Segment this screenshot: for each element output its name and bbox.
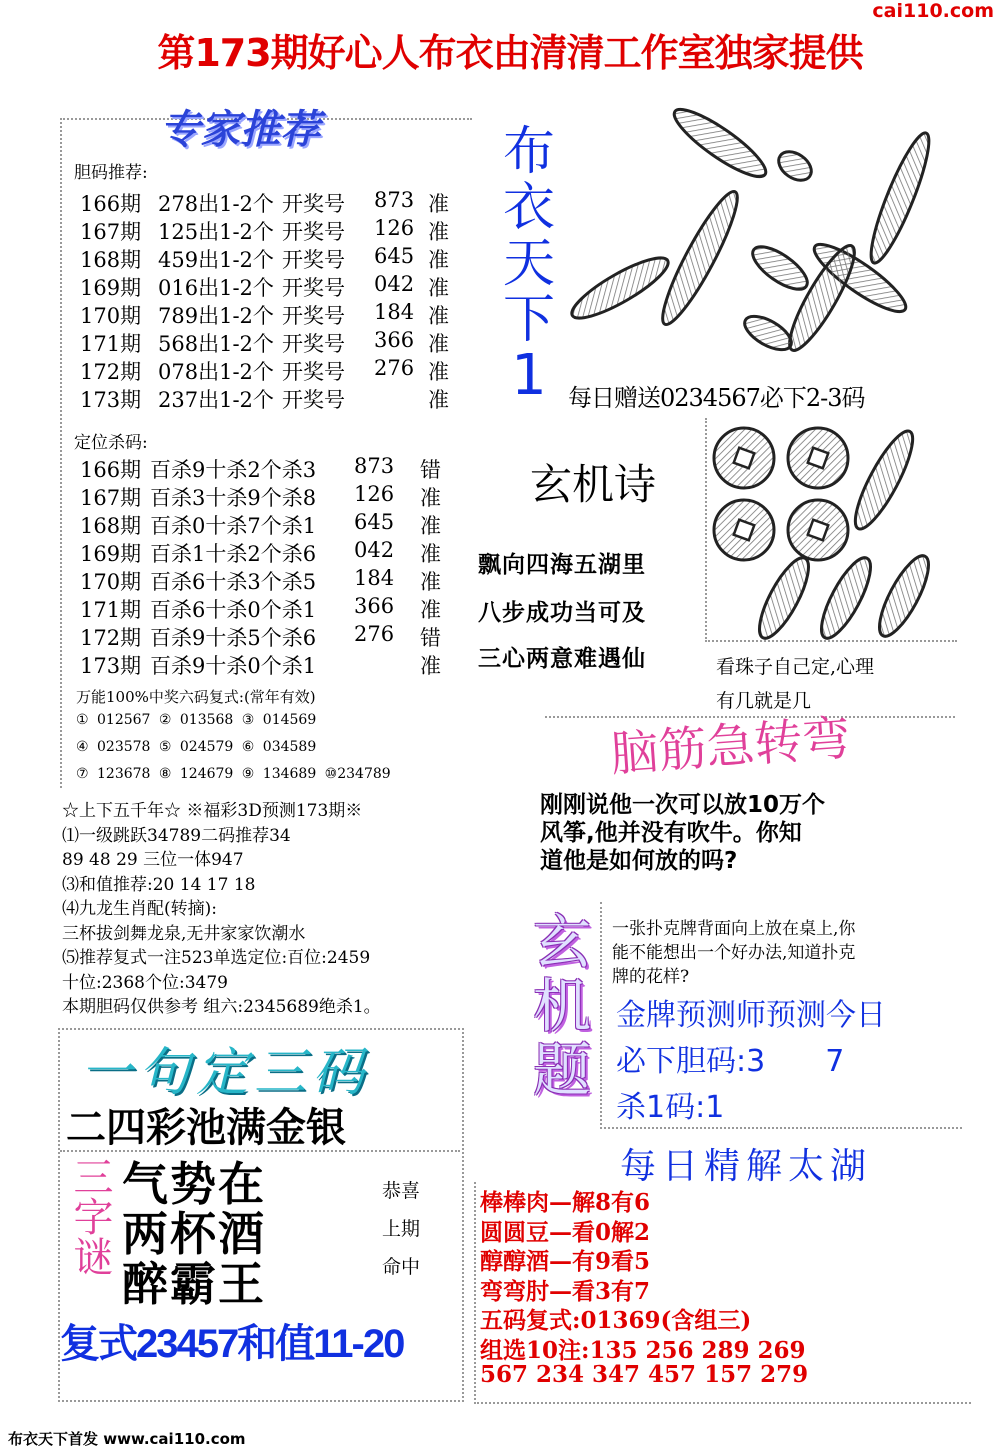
kill-pick: 百杀0十杀7个杀1 — [150, 514, 317, 538]
dan-label: 开奖号 — [282, 304, 345, 328]
dan-mark: 准 — [428, 248, 449, 272]
kill-pick: 百杀9十杀0个杀1 — [150, 654, 317, 678]
kill-result: 184 — [354, 566, 395, 590]
kill-period: 171期 — [80, 598, 142, 622]
kill-label: 定位杀码: — [74, 433, 148, 453]
xuanji-text-1: 一张扑克牌背面向上放在桌上,你 — [612, 919, 856, 939]
dan-pick: 016出1-2个 — [158, 276, 274, 300]
six-row: ① 012567 ② 013568 ③ 014569 — [76, 712, 317, 728]
dan-pick: 125出1-2个 — [158, 220, 274, 244]
gold-title: 金牌预测师预测今日 — [616, 998, 886, 1033]
dan-pick: 789出1-2个 — [158, 304, 274, 328]
brain-heading: 脑筋急转弯 — [608, 710, 853, 783]
kill-result: 126 — [354, 482, 395, 506]
bead-illustration — [560, 88, 960, 378]
bead — [862, 128, 939, 268]
dan-label: 开奖号 — [282, 388, 345, 412]
kill-pick: 百杀3十杀9个杀8 — [150, 486, 317, 510]
dan-mark: 准 — [428, 304, 449, 328]
dan-result: 042 — [374, 272, 415, 296]
coin-hint-1: 看珠子自己定,心理 — [716, 656, 875, 678]
coin-hole — [808, 520, 829, 541]
xuanji-text-2: 能不能想出一个好办法,知道扑克 — [612, 943, 856, 963]
taihu-line: 棒棒肉—解8有6 — [480, 1189, 651, 1216]
bead — [739, 310, 796, 357]
buyi-char: 布 — [502, 122, 555, 182]
fushi-text: 复式23457和值11-20 — [60, 1322, 404, 1366]
dan-result: 873 — [374, 188, 415, 212]
fc-line: 本期胆码仅供参考 组六:2345689绝杀1。 — [62, 997, 381, 1017]
kill-period: 166期 — [80, 458, 142, 482]
bead — [667, 100, 773, 186]
xuanji-side — [530, 910, 594, 1102]
dan-label: 开奖号 — [282, 276, 345, 300]
congrats-3: 命中 — [382, 1256, 421, 1278]
dan-pick: 278出1-2个 — [158, 192, 274, 216]
taihu-line: 567 234 347 457 157 279 — [480, 1361, 809, 1388]
fc-line: ⑷九龙生肖配(转摘): — [62, 899, 217, 919]
kill-period: 169期 — [80, 542, 142, 566]
buyi-char: 下 — [502, 290, 555, 350]
brain-text-3: 道他是如何放的吗? — [540, 848, 738, 874]
six-row: ⑦ 123678 ⑧ 124679 ⑨ 134689 ⑩234789 — [76, 766, 391, 782]
xuanji-char: 玄 — [532, 908, 591, 976]
dan-period: 171期 — [80, 332, 142, 356]
xuanji-text-3: 牌的花样? — [612, 967, 690, 987]
kill-period: 168期 — [80, 514, 142, 538]
fc-line: 十位:2368个位:3479 — [62, 972, 228, 993]
six-label: 万能100%中奖六码复式:(常年有效) — [76, 688, 316, 706]
buyi-char: 天 — [502, 234, 555, 294]
fc-line: ⑸推荐复式一注523单选定位:百位:2459 — [62, 948, 371, 968]
dan-label: 开奖号 — [282, 332, 345, 356]
three-char-label — [66, 1156, 116, 1276]
kill-period: 172期 — [80, 626, 142, 650]
dan-label: 开奖号 — [282, 192, 345, 216]
gold-kill: 杀1码:1 — [616, 1090, 725, 1125]
kill-mark: 准 — [420, 654, 441, 678]
taihu-heading: 每日精解太湖 — [620, 1146, 873, 1187]
coin-hole — [734, 520, 755, 541]
bead — [751, 552, 818, 645]
fc-line: ⑶和值推荐:20 14 17 18 — [62, 874, 256, 895]
bead — [871, 550, 938, 643]
coin-hint-2: 有几就是几 — [716, 690, 812, 712]
buyi-char: 1 — [511, 343, 547, 408]
six-row: ④ 023578 ⑤ 024579 ⑥ 034589 — [76, 739, 317, 755]
dan-mark: 准 — [428, 360, 449, 384]
dan-result: 184 — [374, 300, 415, 324]
bead — [813, 552, 880, 645]
dan-period: 172期 — [80, 360, 142, 384]
taihu-line: 五码复式:01369(含组三) — [480, 1307, 752, 1334]
taihu-line: 弯弯肘—看3有7 — [480, 1277, 651, 1305]
kill-pick: 百杀6十杀3个杀5 — [150, 570, 317, 594]
poem-heading: 玄机诗 — [530, 460, 657, 509]
buyi-vertical — [498, 122, 560, 408]
brain-text-2: 风筝,他并没有吹牛。你知 — [540, 820, 802, 846]
dan-result: 645 — [374, 244, 415, 268]
dan-period: 169期 — [80, 276, 142, 300]
dan-result: 126 — [374, 216, 415, 240]
dan-period: 170期 — [80, 304, 142, 328]
dan-period: 173期 — [80, 388, 142, 412]
xuanji-char: 机 — [532, 972, 591, 1040]
taihu-line: 醇醇酒—有9看5 — [480, 1248, 651, 1275]
page-title: 第173期好心人布衣由清清工作室独家提供 — [157, 31, 863, 75]
one-sentence-heading: 一句定三码 — [80, 1043, 371, 1103]
dan-period: 166期 — [80, 192, 142, 216]
dan-pick: 237出1-2个 — [158, 388, 274, 412]
kill-pick: 百杀6十杀0个杀1 — [150, 598, 317, 622]
congrats-2: 上期 — [382, 1218, 421, 1240]
kill-period: 167期 — [80, 486, 142, 510]
dan-mark: 准 — [428, 388, 449, 412]
coin-illustration — [706, 418, 956, 643]
fc-line: 89 48 29 三位一体947 — [62, 850, 244, 870]
kill-pick: 百杀9十杀2个杀3 — [150, 458, 317, 482]
kill-result: 873 — [354, 454, 395, 478]
dan-mark: 准 — [428, 192, 449, 216]
poem-line-1: 飘向四海五湖里 — [478, 552, 646, 578]
kill-result: 042 — [354, 538, 395, 562]
kill-pick: 百杀9十杀5个杀6 — [150, 626, 317, 650]
kill-pick: 百杀1十杀2个杀6 — [150, 542, 317, 566]
big-riddle-3: 醉霸王 — [122, 1257, 266, 1311]
fc-line: 三杯拔剑舞龙泉,无井家家饮潮水 — [62, 923, 306, 944]
dan-label: 胆码推荐: — [74, 163, 148, 183]
daily-gift: 每日赠送0234567必下2-3码 — [568, 384, 865, 412]
fc-line: ⑴一级跳跃34789二码推荐34 — [62, 825, 291, 846]
footer: 布衣天下首发 www.cai110.com — [8, 1430, 246, 1448]
kill-result: 645 — [354, 510, 395, 534]
kill-mark: 错 — [420, 458, 441, 482]
poem-line-3: 三心两意难遇仙 — [478, 646, 646, 672]
taihu-line: 圆圆豆—看0解2 — [480, 1218, 651, 1246]
brain-text-1: 刚刚说他一次可以放10万个 — [540, 792, 826, 818]
dan-mark: 准 — [428, 332, 449, 356]
xuanji-char: 题 — [532, 1036, 591, 1104]
bead — [746, 239, 813, 297]
dan-period: 168期 — [80, 248, 142, 272]
bead — [773, 146, 816, 186]
coin-hole — [734, 448, 755, 469]
dan-pick: 568出1-2个 — [158, 332, 274, 356]
big-riddle-2: 两杯酒 — [122, 1207, 266, 1261]
congrats-1: 恭喜 — [382, 1180, 421, 1202]
kill-mark: 准 — [420, 486, 441, 510]
kill-result: 366 — [354, 594, 395, 618]
kill-mark: 准 — [420, 514, 441, 538]
kill-mark: 准 — [420, 598, 441, 622]
kill-period: 170期 — [80, 570, 142, 594]
expert-heading: 专家推荐 — [160, 106, 320, 153]
side-char: 三字谜 — [67, 1156, 113, 1276]
dan-label: 开奖号 — [282, 360, 345, 384]
dan-result: 276 — [374, 356, 415, 380]
buyi-char: 衣 — [502, 178, 555, 238]
site-url[interactable]: cai110.com — [872, 0, 994, 22]
dan-result: 366 — [374, 328, 415, 352]
bead — [846, 425, 922, 535]
dan-label: 开奖号 — [282, 220, 345, 244]
bead — [565, 248, 674, 327]
dan-label: 开奖号 — [282, 248, 345, 272]
dan-mark: 准 — [428, 276, 449, 300]
kill-result: 276 — [354, 622, 395, 646]
dan-pick: 078出1-2个 — [158, 360, 274, 384]
gold-dan: 必下胆码:3 7 — [616, 1044, 845, 1079]
kill-mark: 准 — [420, 570, 441, 594]
dan-pick: 459出1-2个 — [158, 248, 274, 272]
big-riddle-1: 气势在 — [122, 1157, 266, 1211]
taihu-line: 组选10注:135 256 289 269 — [480, 1336, 806, 1364]
kill-period: 173期 — [80, 654, 142, 678]
fc-line: ☆上下五千年☆ ※福彩3D预测173期※ — [62, 801, 363, 821]
kill-mark: 准 — [420, 542, 441, 566]
dan-period: 167期 — [80, 220, 142, 244]
poem-line-2: 八步成功当可及 — [478, 600, 646, 626]
dan-mark: 准 — [428, 220, 449, 244]
coin-hole — [808, 448, 829, 469]
riddle-line: 二四彩池满金银 — [66, 1105, 346, 1151]
kill-mark: 错 — [420, 626, 441, 650]
